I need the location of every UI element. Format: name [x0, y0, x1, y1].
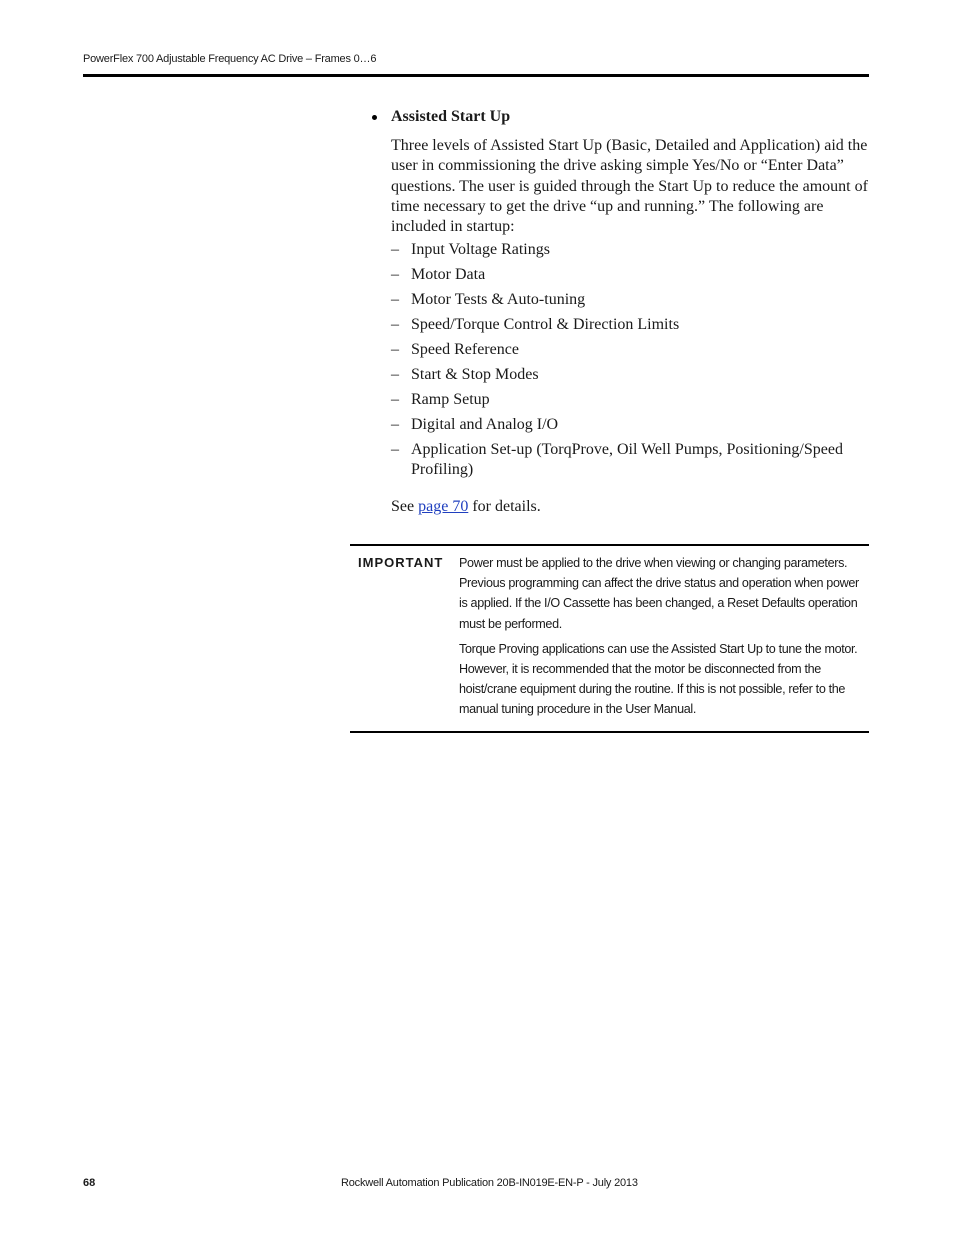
- section-title: Assisted Start Up: [391, 108, 511, 125]
- main-content: [372, 107, 869, 517]
- section-bullet: [372, 107, 869, 127]
- startup-list: [391, 240, 869, 480]
- important-box: [350, 544, 869, 733]
- list-item: – Input Voltage Ratings: [391, 241, 550, 259]
- list-item: – Motor Data: [391, 266, 486, 284]
- list-item: – Speed/Torque Control & Direction Limits: [391, 316, 680, 334]
- intro-paragraph: Three levels of Assisted Start Up (Basic, Detailed and Application) aid the user in commissioning the drive asking simple Yes/No or “Enter Data” questions. The user is guided through the Start Up to reduce the amount of time necessary to get the drive “up and running.” The following are included in startup:: [391, 137, 868, 236]
- page-number: 68: [83, 1177, 96, 1189]
- header-divider: [83, 74, 869, 77]
- running-header: PowerFlex 700 Adjustable Frequency AC Drive – Frames 0…6: [83, 53, 377, 65]
- bullet-icon: [372, 115, 377, 120]
- list-item: – Digital and Analog I/O: [391, 415, 559, 433]
- publication-info: Rockwell Automation Publication 20B-IN019E-EN-P - July 2013: [341, 1177, 638, 1189]
- see-reference: See page 70 for details.: [391, 497, 541, 515]
- important-paragraph: Torque Proving applications can use the Assisted Start Up to tune the motor. However, it is recommended that the motor be disconnected from the hoist/crane equipment during the routine. If this is not possible, refer to the manual tuning procedure in the User Manual.: [459, 641, 858, 717]
- page-link[interactable]: page 70: [418, 497, 469, 515]
- important-body: [459, 553, 869, 720]
- list-item: – Application Set-up (TorqProve, Oil Well Pumps, Positioning/Speed Profiling): [391, 440, 843, 479]
- list-item: – Start & Stop Modes: [391, 365, 539, 383]
- list-item: – Speed Reference: [391, 341, 519, 359]
- list-item: – Motor Tests & Auto-tuning: [391, 291, 586, 309]
- list-item: – Ramp Setup: [391, 390, 490, 408]
- important-label: IMPORTANT: [358, 555, 444, 570]
- important-paragraph: Power must be applied to the drive when viewing or changing parameters. Previous programming can affect the drive status and operation when power is applied. If the I/O Cassette has been changed, a Reset Defaults operation must be performed.: [459, 556, 859, 631]
